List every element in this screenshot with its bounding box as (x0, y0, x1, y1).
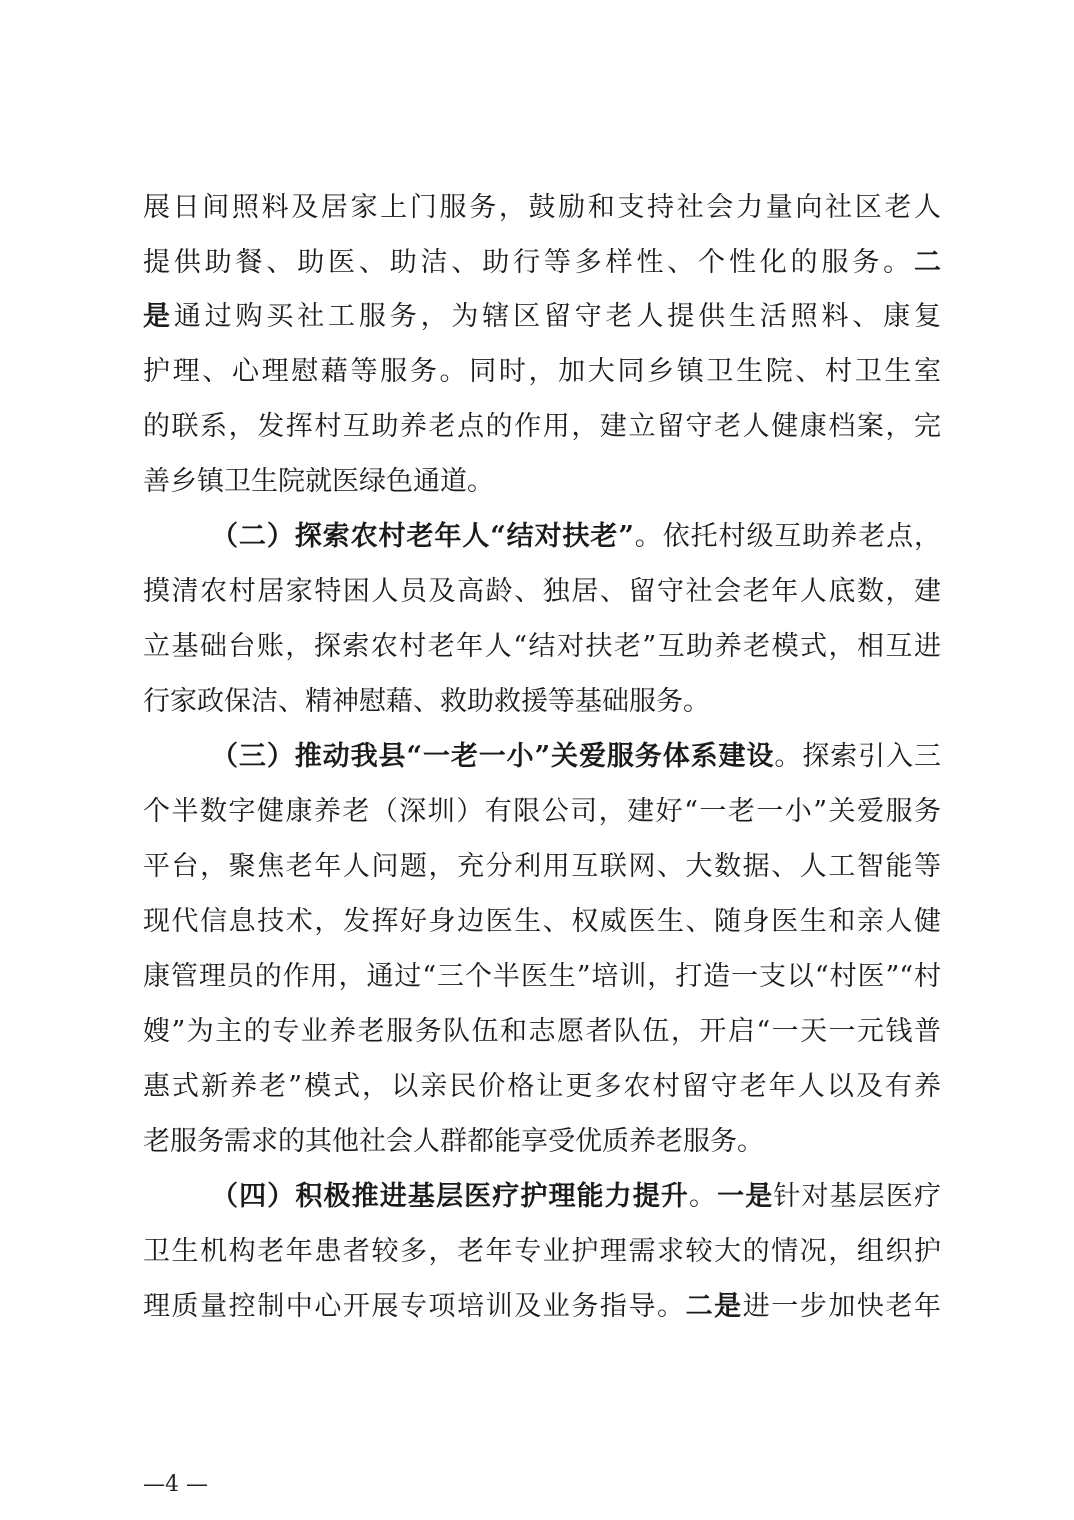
text-segment: 理质量控制中心开展专项培训及业务指导。 (143, 1291, 686, 1322)
text-segment: 现代信息技术，发挥好身边医生、权威医生、随身医生和亲人健 (143, 906, 941, 937)
text-line (143, 1067, 941, 1107)
bold-text-segment: （二）探索农村老年人“结对扶老” (211, 521, 634, 552)
text-line (143, 297, 941, 337)
text-line (143, 1287, 941, 1327)
text-line (143, 572, 941, 612)
text-segment: 惠式新养老”模式，以亲民价格让更多农村留守老年人以及有养 (143, 1071, 941, 1102)
text-line (143, 792, 941, 832)
bold-text-segment: 二 (914, 247, 941, 278)
text-line (143, 1122, 941, 1162)
text-line (143, 352, 941, 392)
text-segment: 善乡镇卫生院就医绿色通道。 (143, 466, 494, 497)
text-line (143, 627, 941, 667)
text-segment: 老服务需求的其他社会人群都能享受优质养老服务。 (143, 1126, 764, 1157)
bold-text-segment: （四）积极推进基层医疗护理能力提升 (211, 1181, 690, 1212)
text-segment: 的联系，发挥村互助养老点的作用，建立留守老人健康档案，完 (143, 411, 941, 442)
text-segment: 嫂”为主的专业养老服务队伍和志愿者队伍，开启“一天一元钱普 (143, 1016, 941, 1047)
page-number: —4 — (143, 1472, 208, 1497)
text-segment: 康管理员的作用，通过“三个半医生”培训，打造一支以“村医”“村 (143, 961, 941, 992)
text-line (143, 407, 941, 447)
text-line (143, 1232, 941, 1272)
text-segment: 进一步加快老年 (742, 1291, 941, 1322)
text-segment: 。依托村级互助养老点， (633, 521, 941, 552)
text-segment: 卫生机构老年患者较多，老年专业护理需求较大的情况，组织护 (143, 1236, 941, 1267)
bold-text-segment: 是 (143, 301, 174, 332)
text-line (211, 1177, 941, 1217)
text-line (143, 243, 941, 283)
text-segment: 个半数字健康养老（深圳）有限公司，建好“一老一小”关爱服务 (143, 796, 941, 827)
text-line (143, 957, 941, 997)
text-segment: 立基础台账，探索农村老年人“结对扶老”互助养老模式，相互进 (143, 631, 941, 662)
bold-text-segment: 一是 (717, 1181, 774, 1212)
bold-text-segment: 二是 (685, 1291, 743, 1322)
text-segment: 护理、心理慰藉等服务。同时，加大同乡镇卫生院、村卫生室 (143, 356, 941, 387)
text-segment: 。 (689, 1181, 718, 1212)
text-segment: 行家政保洁、精神慰藉、救助救援等基础服务。 (143, 686, 710, 717)
text-segment: 摸清农村居家特困人员及高龄、独居、留守社会老年人底数，建 (143, 576, 941, 607)
text-segment: 展日间照料及居家上门服务，鼓励和支持社会力量向社区老人 (143, 192, 941, 223)
bold-text-segment: （三）推动我县“一老一小”关爱服务体系建设 (211, 741, 775, 772)
text-segment: 通过购买社工服务，为辖区留守老人提供生活照料、康复 (173, 301, 941, 332)
text-line (143, 847, 941, 887)
text-line (143, 682, 941, 722)
text-line (143, 1012, 941, 1052)
text-segment: 针对基层医疗 (773, 1181, 941, 1212)
text-line (143, 902, 941, 942)
text-line (143, 188, 941, 228)
text-segment: 平台，聚焦老年人问题，充分利用互联网、大数据、人工智能等 (143, 851, 941, 882)
text-segment: 提供助餐、助医、助洁、助行等多样性、个性化的服务。 (143, 247, 914, 278)
text-line (143, 462, 941, 502)
text-line (211, 737, 941, 777)
text-line (211, 517, 941, 557)
text-segment: 。探索引入三 (774, 741, 941, 772)
